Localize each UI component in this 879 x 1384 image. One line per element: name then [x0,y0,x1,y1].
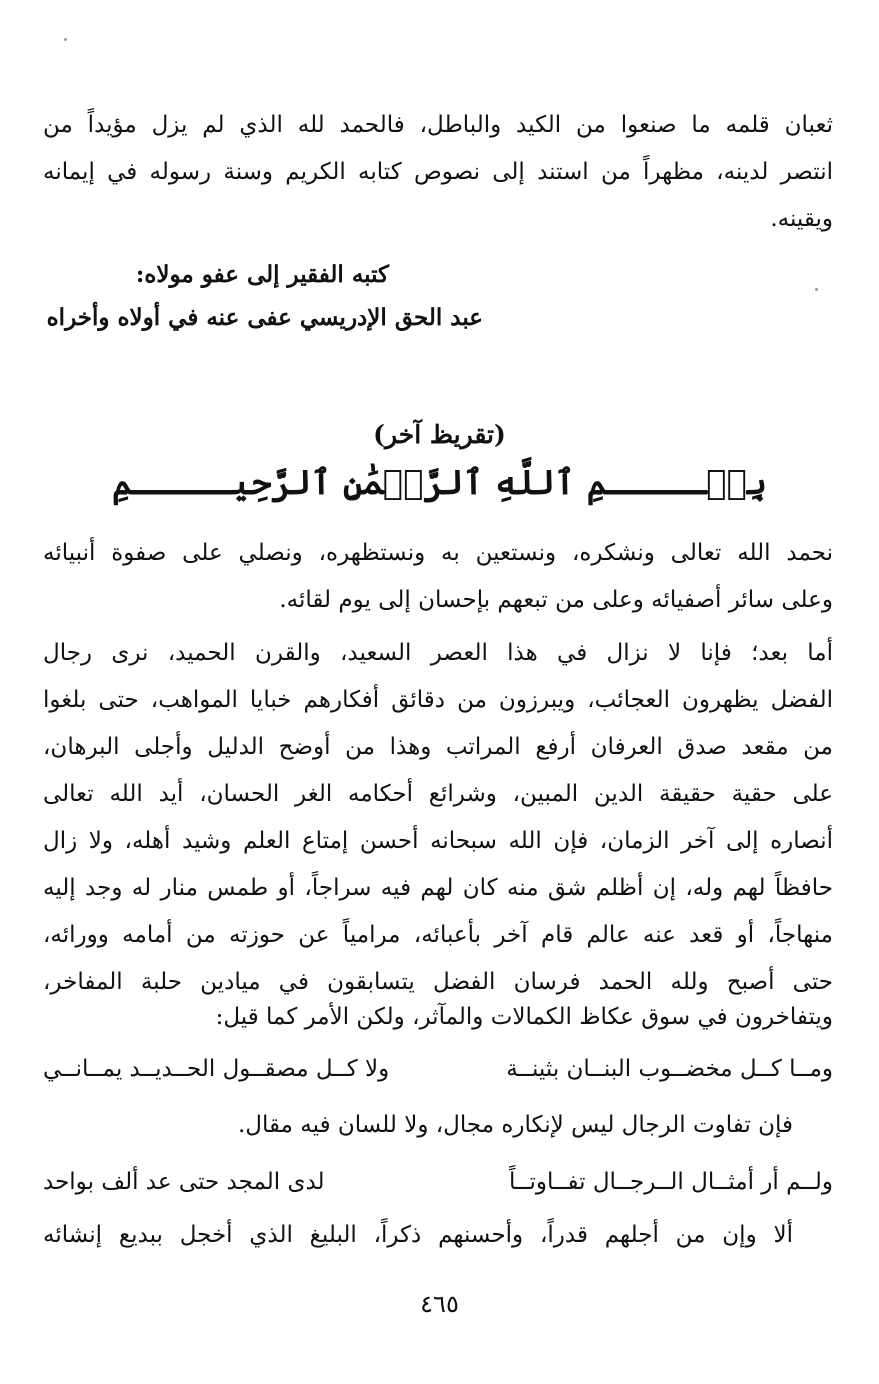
scan-speck [64,38,67,41]
page-number: ٤٦٥ [420,1290,459,1318]
basmala-calligraphy: بِسۡـــــمِ ٱللَّهِ ٱلرَّحۡمَٰنِ ٱلرَّحِيـــــمِ [111,463,767,503]
body-text-line: فإن تفاوت الرجال ليس لإنكاره مجال، ولا للسان فيه مقال. [238,1112,793,1138]
verse-second-hemistich: لدى المجد حتى عد ألف بواحد [43,1169,325,1195]
verse-first-hemistich: ومــا كــل مخضــوب البنــان بثينــة [506,1056,833,1082]
body-text-line: حافظاً لهم وله، إن أظلم شق منه كان لهم فيه سراجاً، أو طمس منار له وجد إليه [43,875,833,901]
scan-speck [815,288,818,291]
body-text-line: انتصر لدينه، مظهراً من استند إلى نصوص كتابه الكريم وسنة رسوله في إيمانه [43,159,833,185]
body-text-line: أنصاره إلى آخر الزمان، فإن الله سبحانه أحسن إمتاع العلم وشيد أهله، ولا زال [43,828,833,854]
body-text-line: من مقعد صدق العرفان أرفع المراتب وهذا من أوضح الدليل وأجلى البرهان، [43,734,833,760]
signature-name: عبد الحق الإدريسي عفى عنه في أولاه وأخراه [46,304,483,331]
section-title: (تقريظ آخر) [373,420,506,449]
verse-line [43,1052,833,1086]
signature-line: كتبه الفقير إلى عفو مولاه: [135,261,389,288]
verse-line [43,1165,833,1199]
body-text-line: على حقية حقيقة الدين المبين، وشرائع أحكامه الغر الحسان، أيد الله تعالى [43,781,833,807]
body-text-line: وعلى سائر أصفيائه وعلى من تبعهم بإحسان إلى يوم لقائه. [279,587,833,613]
body-text-line: ألا وإن من أجلهم قدراً، وأحسنهم ذكراً، البليغ الذي أخجل ببديع إنشائه [43,1222,793,1248]
body-text-line: ويتفاخرون في سوق عكاظ الكمالات والمآثر، ولكن الأمر كما قيل: [215,1004,833,1030]
verse-second-hemistich: ولا كــل مصقــول الحــديــد يمــانــي [43,1056,390,1082]
body-text-line: ثعبان قلمه ما صنعوا من الكيد والباطل، فالحمد لله الذي لم يزل مؤيداً من [43,112,833,138]
body-text-line: أما بعد؛ فإنا لا نزال في هذا العصر السعيد، والقرن الحميد، نرى رجال [43,640,833,666]
body-text-line: منهاجاً، أو قعد عنه عالم قام آخر بأعبائه، مرامياً عن حوزته من أمامه وورائه، [43,922,833,948]
verse-first-hemistich: ولــم أر أمثــال الــرجــال تفــاوتــاً [509,1169,833,1195]
body-text-line: ويقينه. [770,206,833,232]
body-text-line: حتى أصبح ولله الحمد فرسان الفضل يتسابقون في ميادين حلبة المفاخر، [43,969,833,995]
body-text-line: نحمد الله تعالى ونشكره، ونستعين به ونستظهره، ونصلي على صفوة أنبيائه [43,540,833,566]
body-text-line: الفضل يظهرون العجائب، ويبرزون من دقائق أفكارهم خبايا المواهب، حتى بلغوا [43,687,833,713]
